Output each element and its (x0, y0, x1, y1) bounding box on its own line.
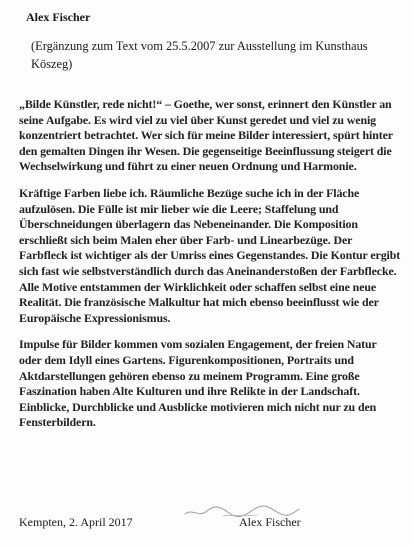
paragraph-3: Impulse für Bilder kommen vom sozialen Engagement, der freien Natur oder dem Idyll eines Gartens. Figurenkompositionen, Portraits und Aktdarstellungen gehören ebenso zu meinem Programm. Eine große Faszination haben Alte Kulturen und ihre Relikte in der Landschaft. Einblicke, Durchblicke und Ausblicke motivieren mich nicht nur zu den Fensterbildern. (19, 337, 377, 430)
document-subtitle: (Ergänzung zum Text vom 25.5.2007 zur Ausstellung im Kunsthaus Köszeg) (31, 39, 368, 71)
author-heading: Alex Fischer (26, 10, 91, 24)
paragraph-2: Kräftige Farben liebe ich. Räumliche Bezüge suche ich in der Fläche aufzulösen. Die Fülle ist mir lieber wie die Leere; Staffelung und Überschneidungen überlagern das Nebeneinander. Die Komposition erschließt sich beim Malen eher über Farb- und Linearbezüge. Der Farbfleck ist wichtiger als der Umriss eines Gegenstandes. Die Kontur ergibt sich fast wie selbstverständlich durch das Aneinanderstoßen der Farbflecke. Alle Motive entstammen der Wirklichkeit oder schaffen selbst eine neue Realität. Die französische Malkultur hat mich ebenso beeinflusst wie der Europäische Expressionismus. (19, 185, 401, 325)
place-date: Kempten, 2. April 2017 (19, 515, 133, 529)
signature-name: Alex Fischer (239, 515, 301, 529)
document-body (19, 97, 401, 442)
paragraph-1: „Bilde Künstler, rede nicht!“ – Goethe, wer sonst, erinnert den Künstler an seine Aufgabe. Es wird viel zu viel über Kunst geredet und viel zu wenig konzentriert betrachtet. Wer sich für meine Bilder interessiert, spürt hinter den gemalten Dingen ihr Wesen. Die gegenseitige Beeinflussung steigert die Wechselwirkung und führt zu einer neuen Ordnung und Harmonie. (19, 97, 393, 174)
